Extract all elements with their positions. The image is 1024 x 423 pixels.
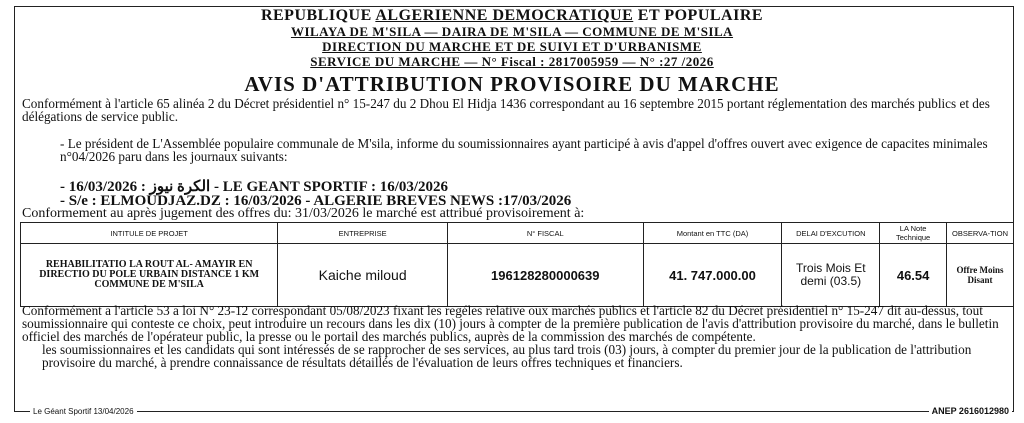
header-direction: DIRECTION DU MARCHE ET DE SUIVI ET D'URBANISME	[322, 39, 702, 54]
cell-projet: REHABILITATIO LA ROUT AL- AMAYIR EN DIRECTIO DU POLE URBAIN DISTANCE 1 KM COMMUNE DE M'SILA	[21, 244, 278, 307]
header-wilaya: WILAYA DE M'SILA — DAIRA DE M'SILA — COMMUNE DE M'SILA	[290, 24, 734, 39]
table-header-row	[21, 223, 1014, 244]
journals-line-1: - الكرة نيوز : 16/03/2026 - LE GEANT SPORTIF : 16/03/2026	[60, 179, 449, 195]
header-republic-c: ET POPULAIRE	[637, 7, 764, 24]
th-obs: OBSERVA-TION	[947, 223, 1014, 244]
header-republic-a: REPUBLIQUE	[260, 7, 372, 24]
cell-entreprise: Kaiche miloud	[278, 244, 448, 307]
notice-paragraph: - Le président de L'Assemblée populaire communale de M'sila, informe du soumissionnaires ayant participé à avis d'appel d'offres ouvert avec exigence de capacites minimales n°04/2026 paru dans les journaux suivants:	[60, 136, 988, 164]
th-projet: INTITULE DE PROJET	[21, 223, 278, 244]
invitation-paragraph: les soumissionnaires et les candidats qui sont intéressés de se rapprocher de ses services, au plus tard trois (03) jours, à compter du premier jour de la publication de l'attribution provisoire du marché, à prendre connaissance de résultats détaillés de l'évaluation de leurs offres techniques et financiers.	[42, 342, 972, 370]
th-montant: Montant en TTC (DA)	[643, 223, 782, 244]
recourse-block	[22, 304, 1007, 369]
th-note: LA Note Technique	[880, 223, 947, 244]
notice-title: AVIS D'ATTRIBUTION PROVISOIRE DU MARCHE	[244, 72, 780, 96]
cell-note: 46.54	[880, 244, 947, 307]
cell-fiscal: 196128280000639	[448, 244, 644, 307]
cell-delai: Trois Mois Et demi (03.5)	[782, 244, 880, 307]
footer-anep: ANEP 2616012980	[929, 406, 1012, 416]
th-fiscal: N° FISCAL	[448, 223, 644, 244]
cell-obs: Offre Moins Disant	[947, 244, 1014, 307]
attribution-table	[20, 222, 1014, 307]
header-service: SERVICE DU MARCHE — N° Fiscal : 2817005959 — N° :27 /2026	[310, 54, 714, 69]
header-republic	[0, 7, 1024, 25]
journals-line-2: - S/e : ELMOUDJAZ.DZ : 16/03/2026 - ALGERIE BREVES NEWS :17/03/2026	[60, 193, 572, 209]
table-row	[21, 244, 1014, 307]
th-delai: DELAI D'EXCUTION	[782, 223, 880, 244]
th-entreprise: ENTREPRISE	[278, 223, 448, 244]
judgement-line: Conformement au après jugement des offres du: 31/03/2026 le marché est attribué provisoirement à:	[22, 206, 585, 221]
intro-paragraph: Conformément à l'article 65 alinéa 2 du Décret présidentiel n° 15-247 du 2 Dhou El Hidja 1436 correspondant au 16 septembre 2015 portant réglementation des marchés publics et des délégations de service public.	[22, 96, 990, 124]
recourse-paragraph: Conformément a l'article 53 a loi N° 23-12 correspondant 05/08/2023 fixant les regéles relative oux marchés publics et l'article 82 du Décret présidentiel n° 15-247 dit au-dessus, tout soumissionnaire qui conteste ce choix, peut introduire un recours dans les dix (10) jours à compter de la première publication de l'avis d'attribution provisoire du marché, dans le bulletin officiel des marchés de l'opérateur public, la presse ou le portail des marchés publics, auprès de la commission des marchés de compétente.	[22, 303, 999, 344]
header-republic-b: ALGERIENNE DEMOCRATIQUE	[375, 7, 634, 24]
cell-montant: 41. 747.000.00	[643, 244, 782, 307]
footer-newspaper: Le Géant Sportif 13/04/2026	[30, 407, 137, 416]
